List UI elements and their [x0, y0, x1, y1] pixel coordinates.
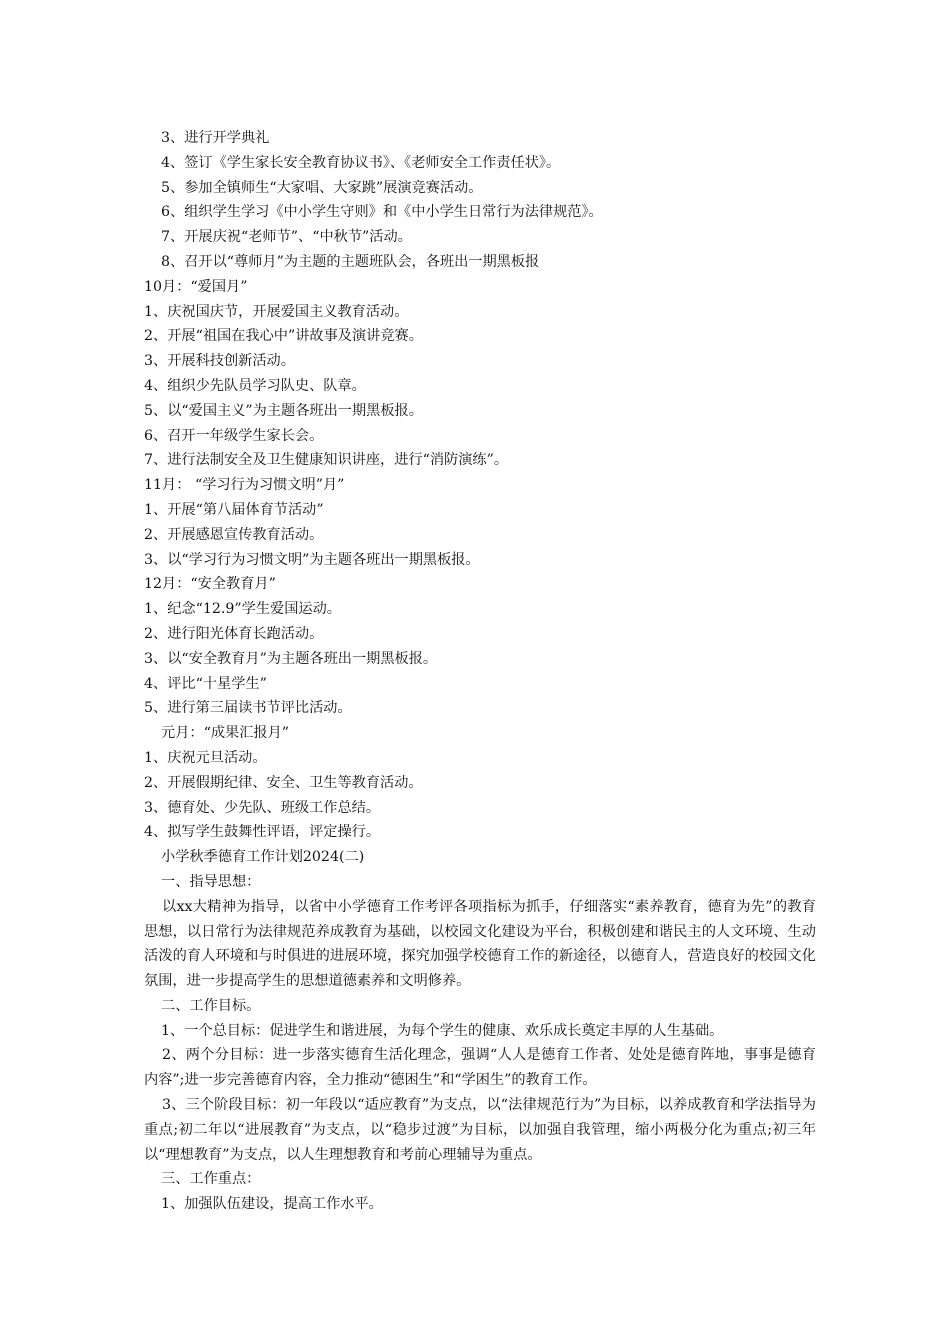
text-line: 6、召开一年级学生家长会。: [144, 427, 324, 444]
text-line: 5、进行第三届读书节评比活动。: [144, 700, 352, 717]
text-line: 4、评比“十星学生”: [144, 675, 267, 692]
text-line: 1、纪念“12.9”学生爱国运动。: [144, 601, 341, 618]
text-line: 3、进行开学典礼: [161, 130, 270, 146]
text-line: 4、拟写学生鼓舞性评语，评定操行。: [144, 824, 381, 841]
text-line: 3、开展科技创新活动。: [144, 353, 295, 370]
text-line: 1、庆祝元旦活动。: [144, 749, 267, 766]
oct-dec-items: [144, 275, 822, 721]
goal-paragraph: 3、三个阶段目标：初一年段以“适应教育”为支点，以“法律规范行为”为目标，以养成教育和学法指导为重点;初二年以“进展教育”为支点，以“稳步过渡”为目标，以加强自我管理，缩小两极分化为重点;初三年以“理想教育”为支点，以人生理想教育和考前心理辅导为重点。: [144, 1097, 816, 1163]
text-line: 2、开展“祖国在我心中”讲故事及演讲竞赛。: [144, 328, 423, 345]
text-line: 5、以“爱国主义”为主题各班出一期黑板报。: [144, 402, 423, 419]
text-line: 2、开展感恩宣传教育活动。: [144, 526, 324, 543]
text-line: 3、德育处、少先队、班级工作总结。: [144, 799, 381, 816]
january-items: [144, 746, 822, 845]
goal-paragraph: 2、两个分目标：进一步落实德育生活化理念，强调“人人是德育工作者、处处是德育阵地，事事是德育内容”;进一步完善德育内容，全力推动“德困生”和“学困生”的教育工作。: [144, 1047, 816, 1089]
text-line: 1、加强队伍建设，提高工作水平。: [161, 1196, 383, 1213]
text-line: 1、一个总目标：促进学生和谐进展，为每个学生的健康、欢乐成长奠定丰厚的人生基础。: [161, 1022, 724, 1039]
text-line: 3、以“安全教育月”为主题各班出一期黑板报。: [144, 650, 438, 667]
text-line: 3、以“学习行为习惯文明”为主题各班出一期黑板报。: [144, 551, 480, 568]
text-line: 4、签订《学生家长安全教育协议书》、《老师安全工作责任状》。: [161, 154, 561, 171]
text-line: 2、进行阳光体育长跑活动。: [144, 625, 324, 642]
text-line: 7、开展庆祝“老师节”、“中秋节”活动。: [161, 229, 412, 246]
month-heading: 12月：“安全教育月”: [144, 576, 276, 593]
section-heading: 二、工作目标。: [161, 997, 261, 1014]
text-line: 8、召开以“尊师月”为主题的主题班队会，各班出一期黑板报: [161, 253, 540, 270]
text-line: 7、进行法制安全及卫生健康知识讲座，进行“消防演练”。: [144, 452, 509, 469]
month-heading: 元月：“成果汇报月”: [161, 725, 290, 742]
month-heading: 11月： “学习行为习惯文明”月”: [144, 477, 345, 494]
section-heading: 一、指导思想：: [161, 873, 261, 890]
guiding-thought-paragraph: 以xx大精神为指导，以省中小学德育工作考评各项指标为抓手，仔细落实“素养教育，德育为先”的教育思想，以日常行为法律规范养成教育为基础，以校园文化建设为平台，积极创建和谐民主的人文环境、生动活泼的育人环境和与时俱进的进展环境，探究加强学校德育工作的新途径，以德育人，营造良好的校园文化氛围，进一步提高学生的思想道德素养和文明修养。: [144, 898, 816, 990]
september-items: [144, 126, 822, 275]
text-line: 6、组织学生学习《中小学生守则》和《中小学生日常行为法律规范》。: [161, 204, 603, 221]
text-line: 5、参加全镇师生“大家唱、大家跳”展演竞赛活动。: [161, 179, 483, 196]
text-line: 4、组织少先队员学习队史、队章。: [144, 377, 366, 394]
month-heading: 10月：“爱国月”: [144, 278, 248, 295]
section-title: 小学秋季德育工作计划2024(二): [161, 849, 365, 866]
text-line: 2、开展假期纪律、安全、卫生等教育活动。: [144, 774, 423, 791]
section-heading: 三、工作重点：: [161, 1171, 261, 1188]
text-line: 1、开展“第八届体育节活动”: [144, 501, 324, 518]
text-line: 1、庆祝国庆节，开展爱国主义教育活动。: [144, 303, 409, 320]
